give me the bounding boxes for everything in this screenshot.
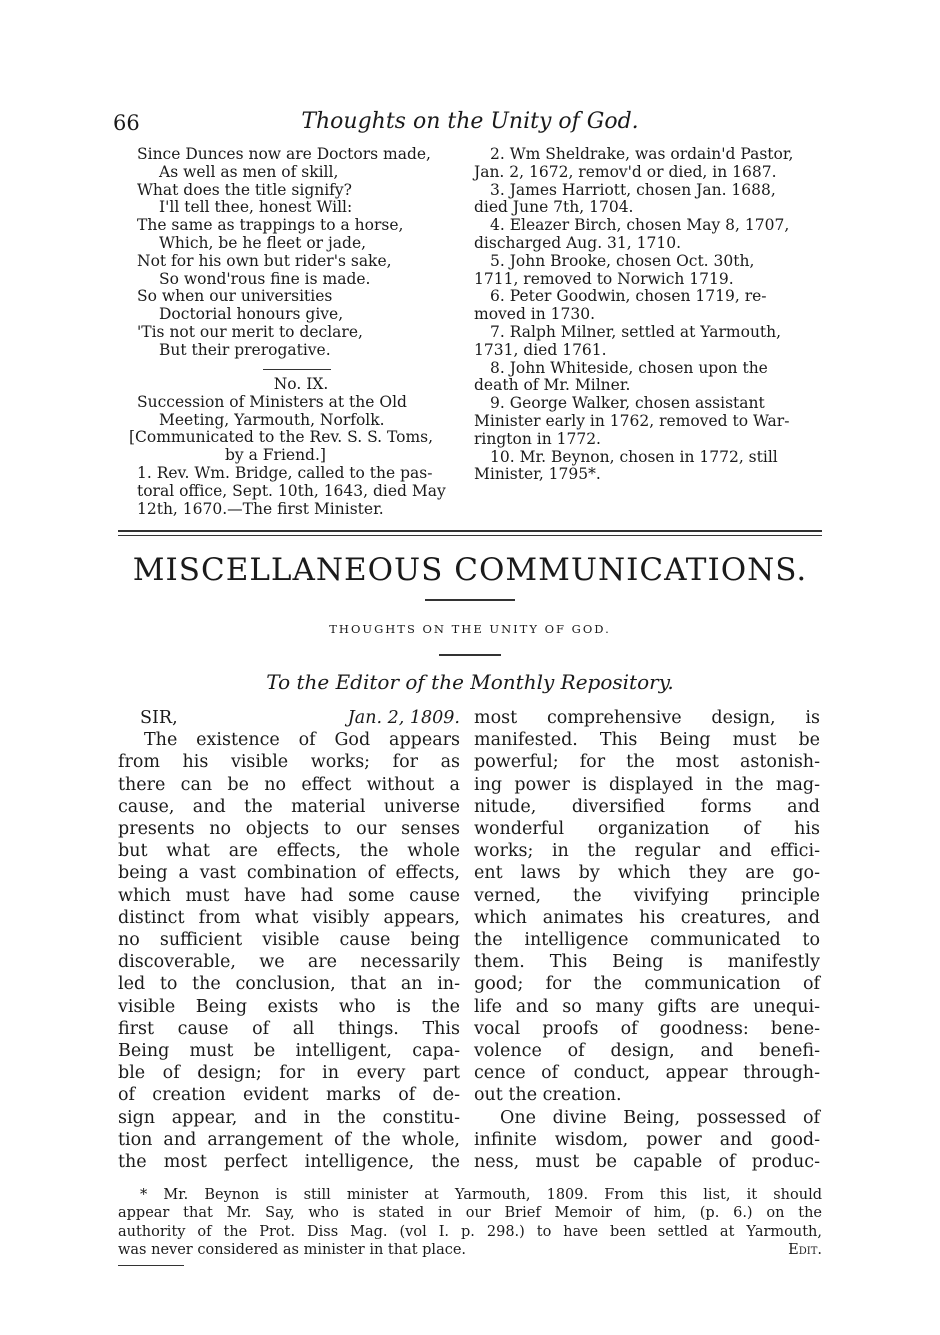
entry-line: 1731, died 1761.: [474, 340, 607, 359]
entry-line: 8. John Whiteside, chosen upon the: [490, 358, 768, 377]
footnote-rule: [118, 1265, 184, 1266]
poem-line: But their prerogative.: [159, 340, 331, 359]
footnote-line: * Mr. Beynon is still minister at Yarmouth, 1809. From this list, it should: [140, 1187, 822, 1203]
text-line: there can be no effect without a: [118, 774, 460, 795]
entry-line: Minister, 1795*.: [474, 465, 601, 484]
text-line: visible Being exists who is the: [118, 996, 460, 1017]
text-line: vocal proofs of goodness: bene-: [474, 1018, 820, 1039]
footnote-line: appear that Mr. Say, who is stated in our Brief Memoir of him, (p. 6.) on the: [118, 1205, 822, 1222]
entry-line: 7. Ralph Milner, settled at Yarmouth,: [490, 322, 782, 341]
text-line: works; in the regular and effici-: [474, 841, 820, 862]
poem-line: What does the title signify?: [137, 180, 352, 199]
poem-line: As well as men of skill,: [159, 162, 339, 181]
text-line: presents no objects to our senses: [118, 819, 460, 840]
letter-left-column: [118, 707, 460, 1173]
salutation: SIR,: [140, 708, 178, 728]
poem-line: 'Tis not our merit to declare,: [137, 322, 363, 341]
succession-left: [129, 375, 465, 518]
page-number: 66: [113, 111, 140, 135]
section-heading: MISCELLANEOUS COMMUNICATIONS.: [132, 552, 808, 588]
text-line: discoverable, we are necessarily: [118, 952, 460, 973]
text-line: the intelligence communicated to: [474, 930, 820, 951]
poem-line: Doctorial honours give,: [159, 305, 344, 324]
text-line: them. This Being is manifestly: [474, 952, 820, 973]
entry-line: toral office, Sept. 10th, 1643, died May: [137, 481, 446, 500]
text-line: ing power is displayed in the mag-: [474, 774, 820, 795]
text-line: led to the conclusion, that an in-: [118, 974, 460, 995]
text-line: One divine Being, possessed of: [500, 1107, 820, 1128]
text-line: distinct from what visibly appears,: [118, 907, 460, 928]
footnote-line: authority of the Prot. Diss Mag. (vol I. p. 298.) to have been settled at Yarmouth,: [118, 1223, 822, 1240]
text-line: powerful; for the most astonish-: [474, 752, 820, 773]
text-line: sign appear, and in the constitu-: [118, 1107, 460, 1128]
entry-line: 1. Rev. Wm. Bridge, called to the pas-: [137, 463, 433, 482]
succession-number: No. IX.: [273, 375, 329, 393]
text-line: life and so many gifts are unequi-: [474, 996, 820, 1017]
text-line: The existence of God appears: [144, 730, 460, 751]
text-line: most comprehensive design, is: [474, 708, 820, 728]
editor-signoff: Edit.: [788, 1241, 822, 1258]
heading-rule: [425, 599, 515, 601]
communicated-note: [Communicated to the Rev. S. S. Toms,: [129, 428, 434, 447]
text-line: cause, and the material universe: [118, 796, 460, 817]
communicated-note: by a Friend.]: [225, 446, 326, 465]
entry-line: died June 7th, 1704.: [474, 198, 634, 217]
text-line: but what are effects, the whole: [118, 841, 460, 862]
entry-line: 9. George Walker, chosen assistant: [490, 394, 765, 413]
poem-rule: [263, 369, 331, 370]
text-line: wonderful organization of his: [474, 819, 820, 840]
text-line: infinite wisdom, power and good-: [474, 1129, 820, 1150]
running-title: Thoughts on the Unity of God.: [301, 109, 639, 134]
entry-line: 1711, removed to Norwich 1719.: [474, 269, 734, 288]
text-line: ble of design; for in every part: [118, 1063, 460, 1084]
entry-line: 4. Eleazer Birch, chosen May 8, 1707,: [490, 216, 790, 235]
poem-line: Which, be he fleet or jade,: [159, 233, 367, 252]
text-line: out the creation.: [474, 1085, 622, 1106]
text-line: manifested. This Being must be: [474, 730, 820, 751]
poem-line: I'll tell thee, honest Will:: [159, 198, 353, 217]
entry-line: moved in 1730.: [474, 305, 596, 324]
text-line: which must have had some cause: [118, 885, 460, 906]
entry-line: 5. John Brooke, chosen Oct. 30th,: [490, 251, 755, 270]
entry-line: rington in 1772.: [474, 429, 601, 448]
text-line: ent laws by which they are go-: [474, 863, 820, 884]
poem-line: Not for his own but rider's sake,: [137, 251, 392, 270]
text-line: being a vast combination of effects,: [118, 863, 460, 884]
footnote-last-line: [118, 1241, 822, 1259]
text-line: tion and arrangement of the whole,: [118, 1129, 460, 1150]
poem-line: So wond'rous fine is made.: [159, 269, 371, 288]
entry-line: 3. James Harriott, chosen Jan. 1688,: [490, 180, 776, 199]
section-divider: [118, 530, 822, 536]
title-rule: [439, 654, 501, 656]
text-line: good; for the communication of: [474, 974, 820, 995]
entry-line: discharged Aug. 31, 1710.: [474, 233, 681, 252]
article-title: THOUGHTS ON THE UNITY OF GOD.: [329, 622, 611, 636]
succession-title: Succession of Ministers at the Old: [137, 392, 407, 411]
footnote-line: was never considered as minister in that place.: [118, 1241, 467, 1258]
poem-line: Since Dunces now are Doctors made,: [137, 145, 431, 163]
entry-line: 6. Peter Goodwin, chosen 1719, re-: [490, 287, 767, 306]
footnote: [118, 1186, 822, 1259]
poem-line: So when our universities: [137, 287, 333, 306]
editor-address: To the Editor of the Monthly Repository.: [266, 670, 674, 694]
poem-line: The same as trappings to a horse,: [137, 216, 404, 235]
upper-left-column: [137, 146, 465, 360]
text-line: ness, must be capable of produc-: [474, 1152, 820, 1173]
text-line: cence of conduct, appear through-: [474, 1063, 820, 1084]
upper-right-column: [474, 146, 820, 484]
text-line: nitude, diversified forms and: [474, 796, 820, 817]
text-line: from his visible works; for as: [118, 752, 460, 773]
letter-right-column: [474, 707, 820, 1173]
succession-title: Meeting, Yarmouth, Norfolk.: [159, 410, 385, 429]
text-line: which animates his creatures, and: [474, 907, 820, 928]
entry-line: Minister early in 1762, removed to War-: [474, 411, 790, 430]
entry-line: Jan. 2, 1672, remov'd or died, in 1687.: [474, 162, 777, 181]
text-line: the most perfect intelligence, the: [118, 1152, 460, 1173]
text-line: Being must be intelligent, capa-: [118, 1041, 460, 1062]
salutation-line: [118, 707, 460, 729]
letter-date: Jan. 2, 1809.: [347, 708, 460, 728]
text-line: first cause of all things. This: [118, 1018, 460, 1039]
entry-line: 12th, 1670.—The first Minister.: [137, 499, 384, 518]
text-line: volence of design, and benefi-: [474, 1041, 820, 1062]
text-line: no sufficient visible cause being: [118, 930, 460, 951]
entry-line: 10. Mr. Beynon, chosen in 1772, still: [490, 447, 778, 466]
text-line: verned, the vivifying principle: [474, 885, 820, 906]
entry-line: death of Mr. Milner.: [474, 376, 631, 395]
text-line: of creation evident marks of de-: [118, 1085, 460, 1106]
entry-line: 2. Wm Sheldrake, was ordain'd Pastor,: [490, 145, 794, 163]
